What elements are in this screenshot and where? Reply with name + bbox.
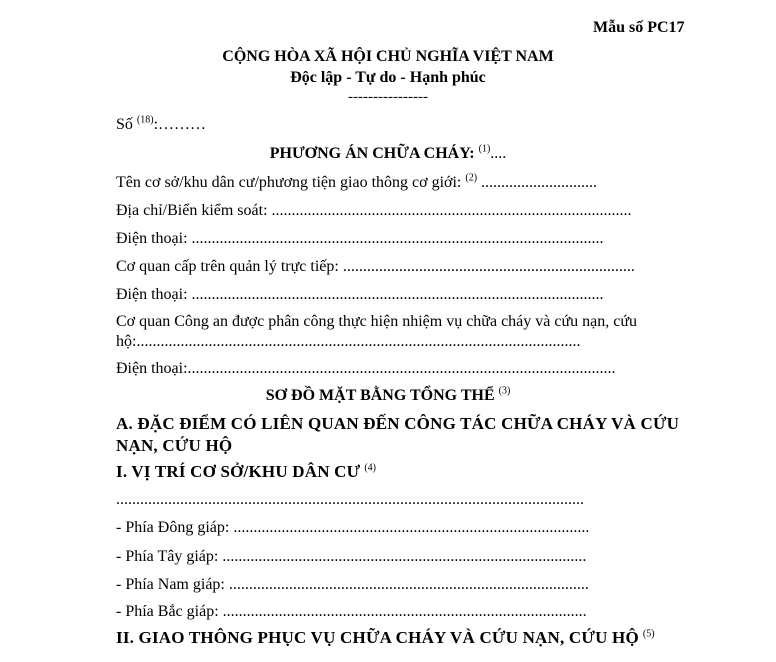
overall-plan-note: (3) [498,385,511,397]
field-facility-name [116,174,597,192]
border-north: - Phía Bắc giáp: ........................................................................................... [116,603,587,620]
plan-title-dots: .... [490,145,507,162]
header-separator: ---------------- [348,89,428,105]
document-number [116,116,206,134]
section-ii-note: (5) [642,628,655,640]
facility-name-note: (2) [465,172,478,184]
national-motto: Độc lập - Tự do - Hạnh phúc [290,69,486,86]
field-police-agency-line1: Cơ quan Công an được phân công thực hiện nhiệm vụ chữa cháy và cứu nạn, cứu [116,313,638,330]
doc-number-label: Số [116,116,133,133]
republic-name: CỘNG HÒA XÃ HỘI CHỦ NGHĨA VIỆT NAM [222,48,554,65]
border-east: - Phía Đông giáp: ......................................................................................... [116,519,590,536]
facility-name-dots: ............................. [477,174,598,191]
facility-name-label: Tên cơ sở/khu dân cư/phương tiện giao thông cơ giới: [116,174,462,191]
plan-title [0,145,776,163]
field-address: Địa chỉ/Biển kiểm soát: .......................................................................................... [116,202,632,219]
field-phone-1: Điện thoại: ....................................................................................................... [116,230,604,247]
doc-number-dots: :……… [153,116,207,133]
field-phone-3: Điện thoại:........................................................................................................... [116,360,616,377]
section-a-line2: NẠN, CỨU HỘ [116,436,233,455]
section-ii-title [116,628,655,648]
overall-plan-text: SƠ ĐỒ MẶT BẰNG TỔNG THỂ [265,387,495,404]
plan-title-note: (1) [478,143,491,155]
overall-plan-title [0,387,776,405]
field-phone-2: Điện thoại: ....................................................................................................... [116,286,604,303]
doc-number-note: (18) [136,114,154,126]
section-a-line1: A. ĐẶC ĐIỂM CÓ LIÊN QUAN ĐẾN CÔNG TÁC CHỮA CHÁY VÀ CỨU [116,414,680,433]
section-i-blank-line: ..................................................................................................................... [116,491,584,508]
border-south: - Phía Nam giáp: .......................................................................................... [116,576,589,593]
section-ii-text: II. GIAO THÔNG PHỤC VỤ CHỮA CHÁY VÀ CỨU NẠN, CỨU HỘ [116,628,639,647]
field-police-agency-line2: hộ:............................................................................................................... [116,333,581,350]
border-west: - Phía Tây giáp: ........................................................................................... [116,548,587,565]
section-i-title [116,462,376,482]
form-number: Mẫu số PC17 [593,19,685,36]
section-i-note: (4) [364,462,377,474]
section-i-text: I. VỊ TRÍ CƠ SỞ/KHU DÂN CƯ [116,462,361,481]
field-superior-agency: Cơ quan cấp trên quản lý trực tiếp: ......................................................................... [116,258,635,275]
plan-title-text: PHƯƠNG ÁN CHỮA CHÁY: [269,145,475,162]
